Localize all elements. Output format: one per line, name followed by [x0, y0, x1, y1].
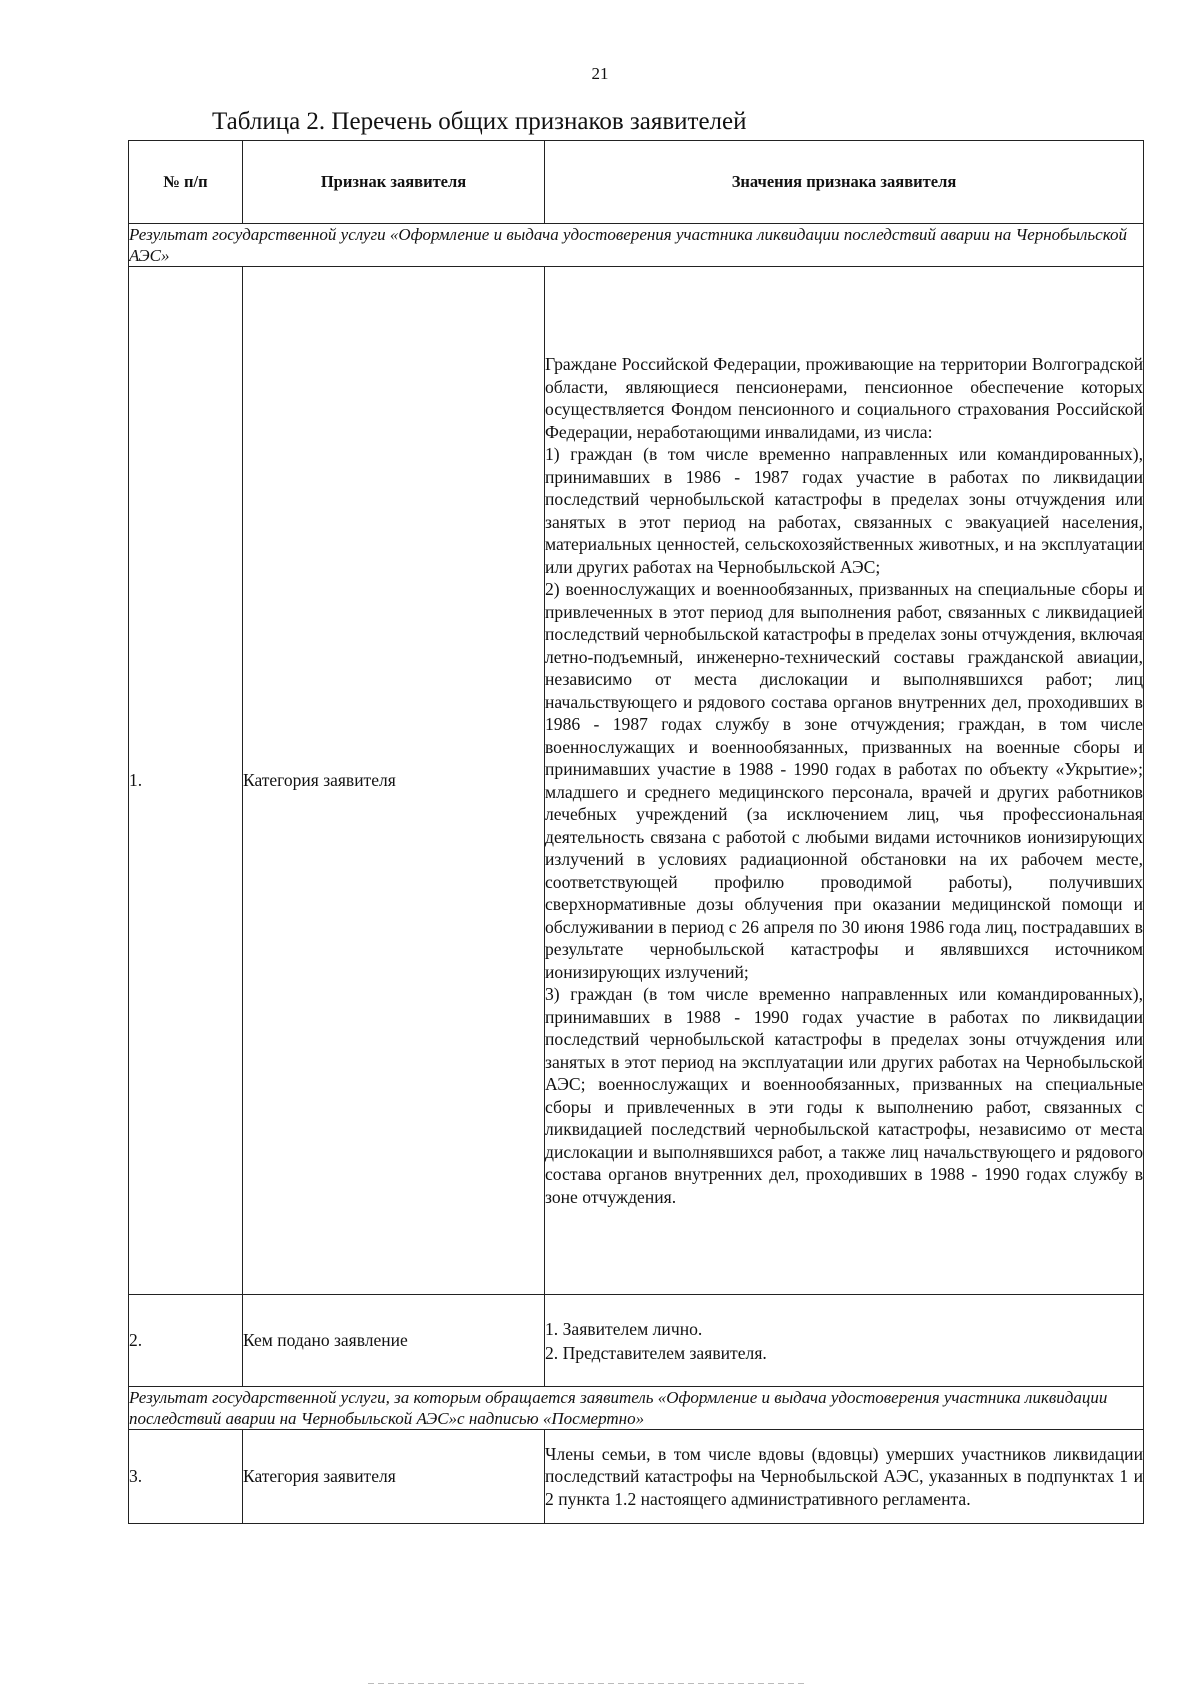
row-number: 3. [129, 1430, 243, 1524]
applicant-attributes-table [128, 140, 1144, 1524]
row-attribute: Категория заявителя [243, 267, 545, 1295]
header-values: Значения признака заявителя [545, 141, 1144, 224]
header-num: № п/п [129, 141, 243, 224]
row-attribute: Кем подано заявление [243, 1295, 545, 1387]
section-heading-2: Результат государственной услуги, за которым обращается заявитель «Оформление и выдача удостоверения участника ликвидации последствий аварии на Чернобыльской АЭС»с надписью «Посмертно» [129, 1387, 1144, 1430]
table-row [129, 1430, 1144, 1524]
table-row [129, 1295, 1144, 1387]
section-row-1 [129, 224, 1144, 267]
value-item-2: 2) военнослужащих и военнообязанных, призванных на специальные сборы и привлеченных в этот период для выполнения работ, связанных с ликвидацией последствий чернобыльской катастрофы в пределах зоны отчуждения, включая летно-подъемный, инженерно-технический составы гражданской авиации, независимо от места дислокации и выполнявшихся работ; лиц начальствующего и рядового состава органов внутренних дел, проходивших в 1986 - 1987 годах службу в зоне отчуждения; граждан, в том числе военнослужащих и военнообязанных, призванных на военные сборы и принимавших участие в 1988 - 1990 годах в работах по объекту «Укрытие»; младшего и среднего медицинского персонала, врачей и других работников лечебных учреждений (за исключением лиц, чья профессиональная деятельность связана с работой с любыми видами источников ионизирующих излучений в условиях радиационной обстановки на их рабочем месте, соответствующей профилю проводимой работы), получивших сверхнормативные дозы облучения при оказании медицинской помощи и обслуживании в период с 26 апреля по 30 июня 1986 года лиц, пострадавших в результате чернобыльской катастрофы и являвшихся источником ионизирующих излучений; [545, 579, 1143, 982]
value-item-1: 1. Заявителем лично. [545, 1318, 703, 1339]
section-row-2 [129, 1387, 1144, 1430]
row-attribute: Категория заявителя [243, 1430, 545, 1524]
value-item-2: 2. Представителем заявителя. [545, 1342, 767, 1363]
row-number: 2. [129, 1295, 243, 1387]
value-intro: Граждане Российской Федерации, проживающие на территории Волгоградской области, являющиеся пенсионерами, пенсионное обеспечение которых осуществляется Фондом пенсионного и социального страхования Российской Федерации, неработающими инвалидами, из числа: [545, 354, 1143, 442]
table-title: Таблица 2. Перечень общих признаков заявителей [212, 108, 747, 135]
row-value [545, 1430, 1144, 1524]
table-header-row [129, 141, 1144, 224]
value-item-3: 3) граждан (в том числе временно направленных или командированных), принимавших в 1988 - 1990 годах участие в работах по ликвидации последствий чернобыльской катастрофы в пределах зоны отчуждения или занятых в этот период на эксплуатации или других работах на Чернобыльской АЭС; военнослужащих и военнообязанных, призванных на специальные сборы и привлеченных в эти годы к выполнению работ, связанных с ликвидацией последствий чернобыльской катастрофы, независимо от места дислокации и выполнявшихся работ, а также лиц начальствующего и рядового состава органов внутренних дел, проходивших в 1988 - 1990 годах службу в зоне отчуждения. [545, 984, 1143, 1207]
row-number: 1. [129, 267, 243, 1295]
row-value [545, 1295, 1144, 1387]
value-item-1: 1) граждан (в том числе временно направленных или командированных), принимавших в 1986 - 1987 годах участие в работах по ликвидации последствий чернобыльской катастрофы в пределах зоны отчуждения или занятых в этот период на работах, связанных с эвакуацией населения, материальных ценностей, сельскохозяйственных животных, и на эксплуатации или других работах на Чернобыльской АЭС; [545, 444, 1143, 577]
section-heading-1: Результат государственной услуги «Оформление и выдача удостоверения участника ликвидации последствий аварии на Чернобыльской АЭС» [129, 224, 1144, 267]
header-attribute: Признак заявителя [243, 141, 545, 224]
table-row [129, 267, 1144, 1295]
row-value [545, 267, 1144, 1295]
scan-artifact-line [368, 1683, 808, 1684]
page-number: 21 [591, 64, 609, 83]
value-text: Члены семьи, в том числе вдовы (вдовцы) умерших участников ликвидации последствий катастрофы на Чернобыльской АЭС, указанных в подпунктах 1 и 2 пункта 1.2 настоящего административного регламента. [545, 1443, 1143, 1509]
